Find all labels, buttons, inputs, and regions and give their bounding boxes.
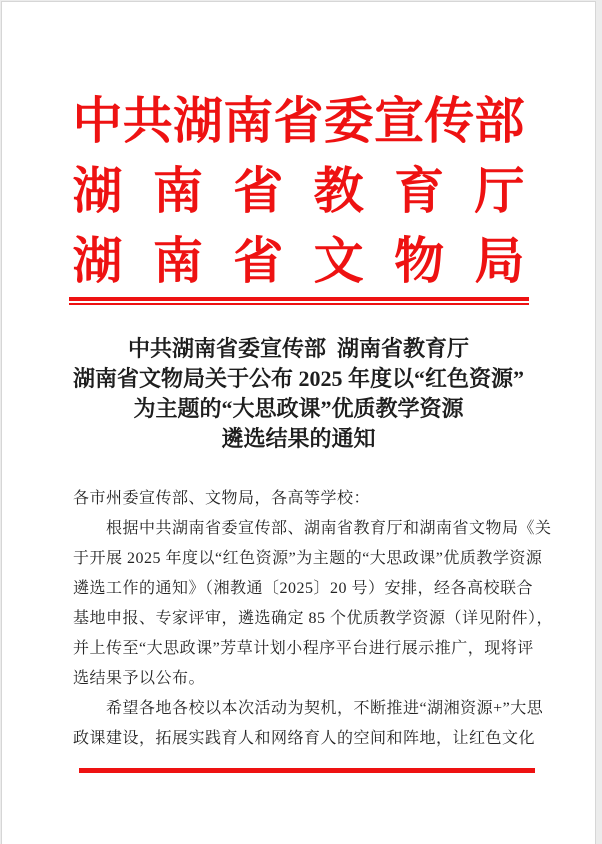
letterhead-line-1: 中 共 湖 南 省 委 宣 传 部 — [72, 93, 525, 149]
title-line-1: 中共湖南省委宣传部 湖南省教育厅 — [127, 336, 469, 361]
body-salutation: 各市州委宣传部、文物局，各高等学校： — [73, 490, 371, 507]
letterhead-divider — [69, 297, 529, 305]
divider-thin-line — [69, 303, 529, 305]
footer-divider — [79, 768, 535, 773]
body-line: 政课建设，拓展实践育人和网络育人的空间和阵地，让红色文化 — [73, 730, 536, 747]
title-line-3: 为主题的“大思政课”优质教学资源 — [133, 396, 464, 421]
letterhead-line-3: 湖 南 省 文 物 局 — [72, 233, 525, 289]
body-line: 选结果予以公布。 — [73, 670, 206, 687]
body-line: 遴选工作的通知》（湘教通〔2025〕20 号）安排，经各高校联合 — [73, 580, 534, 597]
title-line-4: 遴选结果的通知 — [221, 426, 376, 451]
title-line-2: 湖南省文物局关于公布 2025 年度以“红色资源” — [72, 366, 524, 391]
document-body — [73, 484, 554, 754]
body-line: 于开展 2025 年度以“红色资源”为主题的“大思政课”优质教学资源 — [73, 550, 543, 567]
divider-thick-line — [69, 297, 529, 301]
body-line: 根据中共湖南省委宣传部、湖南省教育厅和湖南省文物局《关 — [106, 520, 552, 537]
body-line: 基地申报、专家评审，遴选确定 85 个优质教学资源（详见附件）， — [73, 610, 554, 627]
document-title — [2, 334, 595, 454]
letterhead-line-2: 湖 南 省 教 育 厅 — [72, 163, 525, 219]
letterhead — [73, 86, 525, 296]
body-line: 希望各地各校以本次活动为契机，不断推进“湖湘资源+”大思 — [106, 700, 544, 717]
notice-document-page — [1, 1, 596, 844]
body-line: 并上传至“大思政课”芳草计划小程序平台进行展示推广，现将评 — [73, 640, 534, 657]
